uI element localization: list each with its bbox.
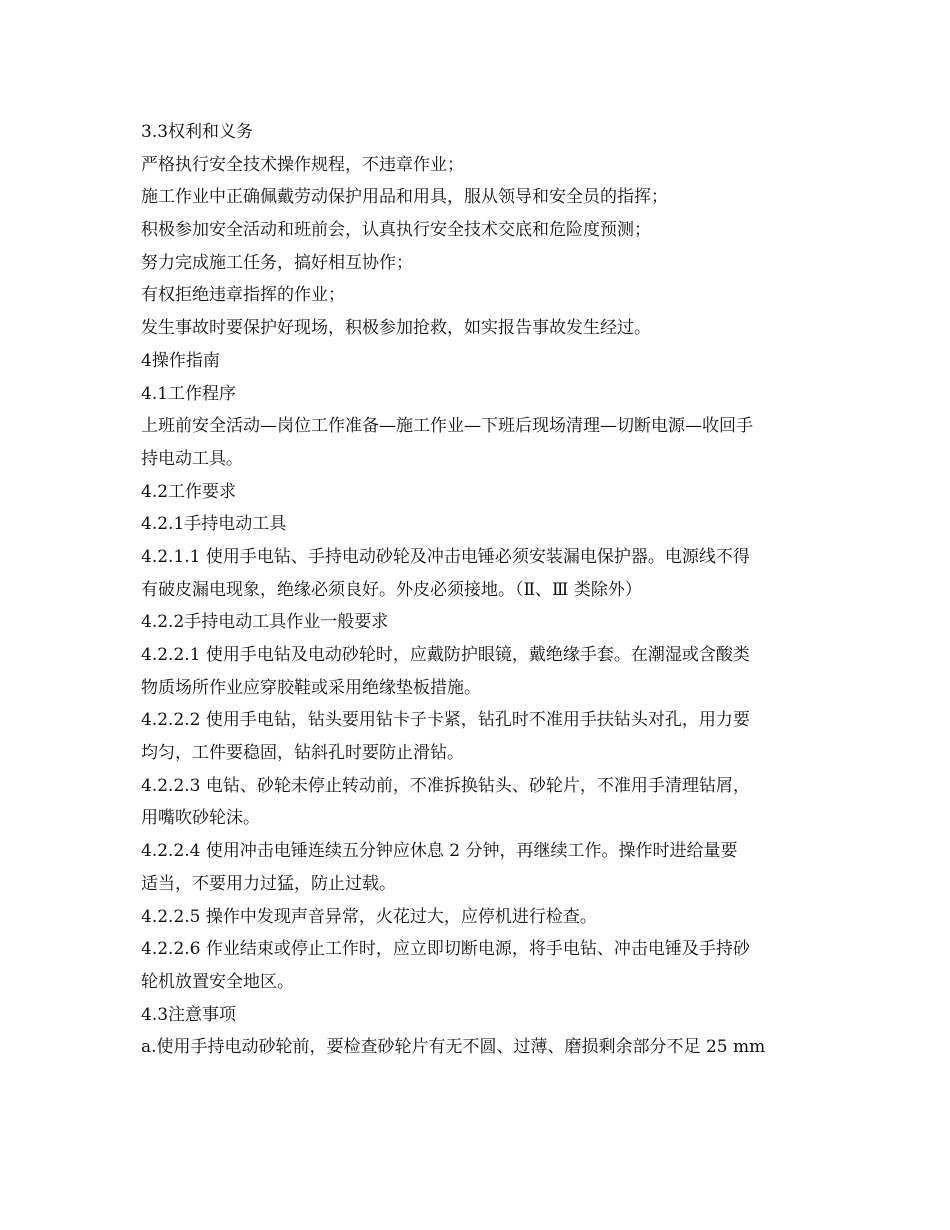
- clause-line: 轮机放置安全地区。: [141, 971, 294, 992]
- clause-line: 4.2.2.6 作业结束或停止工作时，应立即切断电源，将手电钻、冲击电锤及手持砂: [141, 939, 750, 960]
- clause-line: 有破皮漏电现象，绝缘必须良好。外皮必须接地。（Ⅱ、Ⅲ 类除外）: [141, 579, 642, 600]
- procedure-line: 上班前安全活动—岗位工作准备—施工作业—下班后现场清理—切断电源—收回手: [141, 416, 753, 437]
- clause-line: 4.2.2.3 电钻、砂轮未停止转动前，不准拆换钻头、砂轮片，不准用手清理钻屑，: [141, 775, 750, 796]
- clause-4-2-2-1: [141, 639, 813, 704]
- duty-item: 有权拒绝违章指挥的作业；: [141, 285, 345, 306]
- clause-4-2-2-5: [141, 901, 813, 934]
- clause-line: 均匀，工件要稳固，钻斜孔时要防止滑钻。: [141, 743, 464, 764]
- duty-item: 努力完成施工任务，搞好相互协作；: [141, 252, 413, 273]
- clause-4-2-2-3: [141, 770, 813, 835]
- note-a-line: a.使用手持电动砂轮前，要检查砂轮片有无不圆、过薄、磨损剩余部分不足 25 mm: [141, 1037, 766, 1058]
- duty-item: 积极参加安全活动和班前会，认真执行安全技术交底和危险度预测；: [141, 220, 651, 241]
- clause-line: 用嘴吹砂轮沫。: [141, 808, 260, 829]
- section-4-2-heading: 4.2工作要求: [141, 481, 237, 502]
- clause-line: 4.2.2.2 使用手电钻，钻头要用钻卡子卡紧，钻孔时不准用手扶钻头对孔，用力要: [141, 710, 750, 731]
- section-4-1-heading: 4.1工作程序: [141, 383, 237, 404]
- document-body: [141, 116, 813, 1064]
- clause-4-2-2-4: [141, 835, 813, 900]
- clause-line: 物质场所作业应穿胶鞋或采用绝缘垫板措施。: [141, 677, 481, 698]
- section-4-heading: 4操作指南: [141, 350, 220, 371]
- clause-line: 4.2.2.4 使用冲击电锤连续五分钟应休息 2 分钟，再继续工作。操作时进给量要: [141, 841, 738, 862]
- procedure-paragraph: [141, 410, 813, 475]
- duty-item: 发生事故时要保护好现场，积极参加抢救，如实报告事故发生经过。: [141, 318, 651, 339]
- clause-4-2-2-2: [141, 704, 813, 769]
- section-3-3-heading: 3.3权利和义务: [141, 122, 254, 142]
- section-4-2-1-heading: 4.2.1手持电动工具: [141, 514, 287, 535]
- clause-line: 4.2.1.1 使用手电钻、手持电动砂轮及冲击电锤必须安装漏电保护器。电源线不得: [141, 546, 750, 567]
- clause-4-2-1-1: [141, 541, 813, 606]
- clause-line: 适当，不要用力过猛，防止过载。: [141, 873, 396, 894]
- clause-line: 4.2.2.1 使用手电钻及电动砂轮时，应戴防护眼镜，戴绝缘手套。在潮湿或含酸类: [141, 645, 750, 665]
- section-4-3-heading: 4.3注意事项: [141, 1004, 237, 1025]
- duty-item: 严格执行安全技术操作规程，不违章作业；: [141, 154, 464, 175]
- section-4-2-2-heading: 4.2.2手持电动工具作业一般要求: [141, 612, 389, 633]
- clause-4-2-2-6: [141, 933, 813, 998]
- procedure-line: 持电动工具。: [141, 448, 243, 469]
- clause-line: 4.2.2.5 操作中发现声音异常，火花过大，应停机进行检查。: [141, 906, 597, 927]
- duty-item: 施工作业中正确佩戴劳动保护用品和用具，服从领导和安全员的指挥；: [141, 187, 668, 208]
